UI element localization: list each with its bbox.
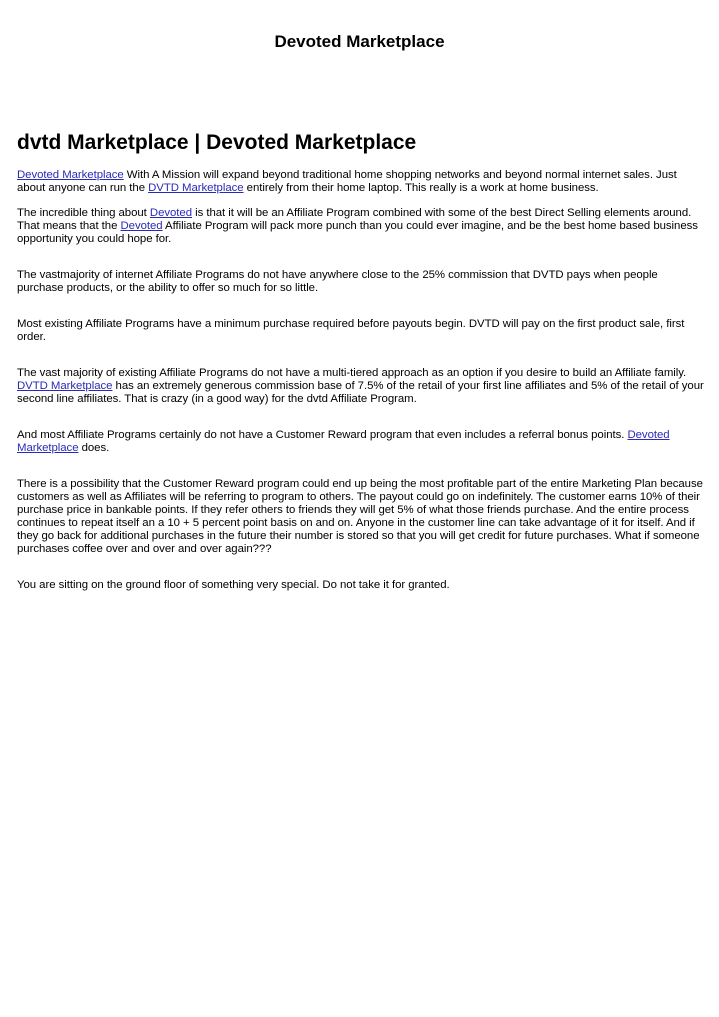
paragraph-text: With A Mission will expand beyond traditional home shopping networks and beyond normal internet sales. Just about anyone can run the [17, 169, 677, 194]
paragraph-text: The incredible thing about [17, 207, 150, 219]
paragraph-2 [17, 207, 707, 246]
paragraph-text: Affiliate Program will pack more punch than you could ever imagine, and be the best home based business opportunity you could hope for. [17, 220, 698, 245]
page-header-title: Devoted Marketplace [274, 32, 445, 51]
paragraph-3: The vastmajority of internet Affiliate Programs do not have anywhere close to the 25% commission that DVTD pays when people purchase products, or the ability to offer so much for so little. [17, 269, 658, 294]
paragraph-text: entirely from their home laptop. This really is a work at home business. [243, 182, 599, 194]
dvtd-marketplace-link[interactable]: DVTD Marketplace [148, 182, 244, 194]
devoted-marketplace-link[interactable]: Devoted Marketplace [17, 169, 124, 181]
paragraph-text: is that it will be an Affiliate Program combined with some of the best Direct Selling elements around. That means that the [17, 207, 692, 232]
paragraph-6 [17, 429, 707, 455]
paragraph-7: There is a possibility that the Customer Reward program could end up being the most profitable part of the entire Marketing Plan because customers as well as Affiliates will be referring to program to others. The payout could go on indefinitely. The customer earns 10% of their purchase price in bankable points. If they refer others to friends they will get 5% of what those friends purchase. And the entire process continues to repeat itself an a 10 + 5 percent point basis on and on. Anyone in the customer line can take advantage of it for itself. And if they go back for additional purchases in the future their number is stored so that you will get credit for future purchases. What if someone purchases coffee over and over and over again??? [17, 478, 703, 555]
devoted-link[interactable]: Devoted [120, 220, 163, 232]
dvtd-marketplace-link[interactable]: DVTD Marketplace [17, 380, 113, 392]
devoted-link[interactable]: Devoted [149, 207, 192, 219]
paragraph-text: does. [78, 442, 110, 454]
paragraph-1 [17, 169, 707, 195]
paragraph-5 [17, 367, 707, 406]
paragraph-8: You are sitting on the ground floor of something very special. Do not take it for granted. [17, 579, 450, 591]
paragraph-4: Most existing Affiliate Programs have a minimum purchase required before payouts begin. DVTD will pay on the first product sale, first order. [17, 318, 685, 343]
paragraph-text: The vast majority of existing Affiliate Programs do not have a multi-tiered approach as an option if you desire to build an Affiliate family. [17, 367, 687, 379]
article-heading: dvtd Marketplace | Devoted Marketplace [17, 131, 417, 154]
paragraph-text: And most Affiliate Programs certainly do not have a Customer Reward program that even includes a referral bonus points. [17, 429, 628, 441]
paragraph-text: has an extremely generous commission base of 7.5% of the retail of your first line affiliates and 5% of the retail of your second line affiliates. That is crazy (in a good way) for the dvtd Affiliate Program. [17, 380, 704, 405]
article-content [17, 131, 707, 592]
devoted-marketplace-link[interactable]: Devoted Marketplace [17, 429, 670, 454]
